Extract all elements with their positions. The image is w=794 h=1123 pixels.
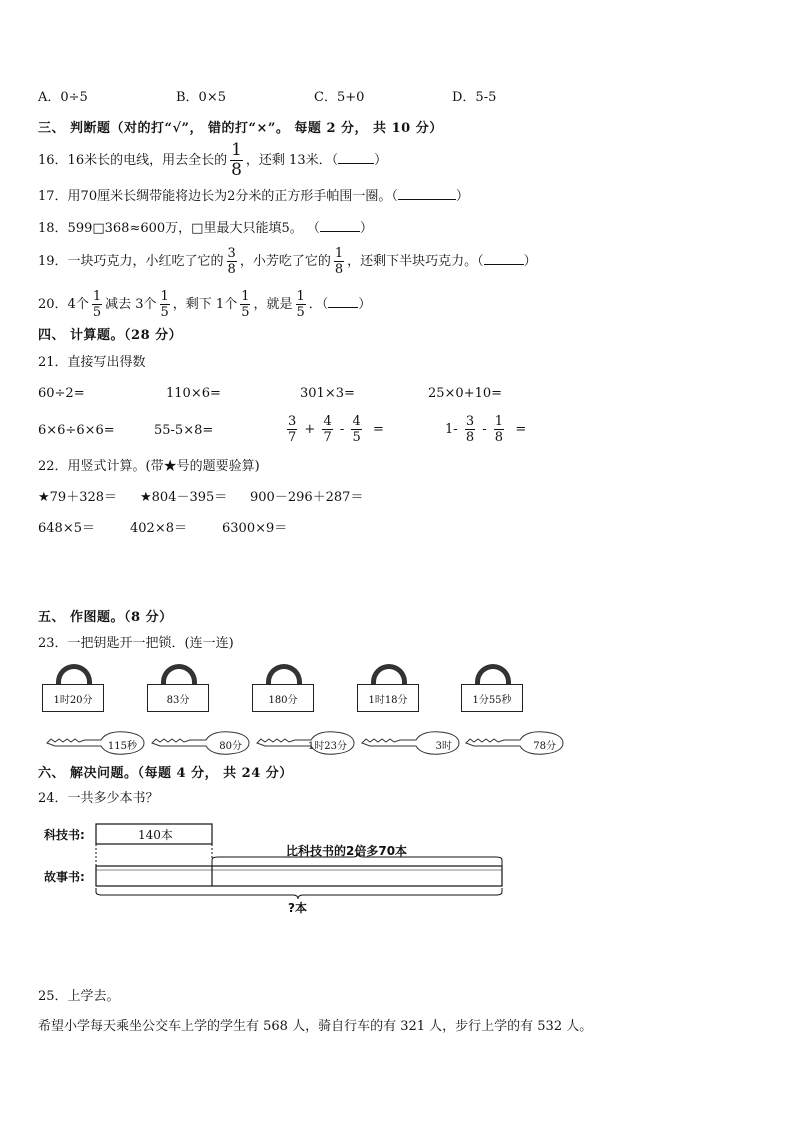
science-books-value: 140本 — [138, 828, 173, 842]
lock[interactable]: 1分55秒 — [461, 664, 525, 712]
answer-blank[interactable] — [328, 296, 358, 308]
story-books-label: 故事书: — [44, 870, 85, 884]
q16-text-2: ，还剩 13米．（ — [245, 153, 339, 168]
answer-blank[interactable] — [338, 152, 374, 164]
question-19: 19．一块巧克力，小红吃了它的 $\frac{3}{8}$ ，小芳吃了它的 $\frac{1}{8}$ ，还剩下半块巧克力。（ ） — [38, 246, 537, 277]
answer-blank[interactable] — [484, 253, 524, 265]
total-unknown-label: ?本 — [288, 901, 307, 915]
calc-item: 60÷2= — [38, 386, 85, 401]
calc-item-fraction-expr: $\frac{3}{7}$ + $\frac{4}{7}$ - $\frac{4}{5}$ = — [288, 414, 384, 445]
question-22-title: 22．用竖式计算。(带★号的题要验算) — [38, 459, 260, 474]
key[interactable]: 1时23分 — [255, 731, 355, 755]
calc-item: 6300×9＝ — [222, 521, 288, 536]
lock[interactable]: 83分 — [147, 664, 211, 712]
q16-text: 16．16米长的电线，用去全长的 — [38, 153, 228, 168]
calc-item: ★79＋328＝ — [38, 490, 118, 505]
question-23-title: 23．一把钥匙开一把锁．(连一连) — [38, 636, 234, 651]
q19-fraction-2: $\frac{1}{8}$ — [334, 246, 344, 277]
answer-blank[interactable] — [398, 188, 456, 200]
key[interactable]: 78分 — [464, 731, 564, 755]
question-18: 18．599□368≈600万，□里最大只能填5。 （ ） — [38, 221, 373, 236]
option-a: A．0÷5 — [38, 90, 88, 105]
section-5-heading: 五、 作图题。（8 分） — [38, 610, 173, 625]
science-books-label: 科技书: — [44, 828, 85, 842]
brace-annotation: 比科技书的2倍多70本 — [286, 844, 408, 858]
calc-item: 25×0+10= — [428, 386, 503, 401]
q16-fraction: $\frac{1}{8}$ — [231, 140, 242, 180]
option-b: B．0×5 — [176, 90, 226, 105]
key[interactable]: 80分 — [150, 731, 250, 755]
lock[interactable]: 180分 — [252, 664, 316, 712]
key[interactable]: 115秒 — [45, 731, 145, 755]
calc-item: ★804－395＝ — [140, 490, 228, 505]
calc-item: 55-5×8= — [154, 423, 214, 438]
answer-blank[interactable] — [320, 220, 360, 232]
calc-item: 402×8＝ — [130, 521, 187, 536]
calc-item: 110×6= — [166, 386, 221, 401]
question-17: 17．用70厘米长绸带能将边长为2分米的正方形手帕围一圈。（ ） — [38, 189, 469, 204]
section-6-heading: 六、 解决问题。（每题 4 分， 共 24 分） — [38, 766, 293, 781]
question-25-title: 25．上学去。 — [38, 989, 120, 1004]
section-4-heading: 四、 计算题。（28 分） — [38, 328, 183, 343]
section-3-heading: 三、 判断题（对的打“√”， 错的打“×”。 每题 2 分， 共 10 分） — [38, 121, 443, 136]
calc-item: 301×3= — [300, 386, 355, 401]
question-20: 20．4个 $\frac{1}{5}$ 减去 3个 $\frac{1}{5}$ ，剩下 1个 $\frac{1}{5}$ ，就是 $\frac{1}{5}$ ．（ ） — [38, 289, 372, 320]
option-d: D．5-5 — [452, 90, 497, 105]
q19-fraction-1: $\frac{3}{8}$ — [227, 246, 236, 277]
lock[interactable]: 1时18分 — [357, 664, 421, 712]
calc-item: 6×6÷6×6= — [38, 423, 115, 438]
option-c: C．5+0 — [314, 90, 365, 105]
question-24-title: 24．一共多少本书？ — [38, 791, 159, 806]
question-21-title: 21．直接写出得数 — [38, 355, 146, 370]
question-25-text: 希望小学每天乘坐公交车上学的学生有 568 人，骑自行车的有 321 人，步行上学的有 532 人。 — [38, 1019, 593, 1034]
key[interactable]: 3时 — [360, 731, 460, 755]
lock[interactable]: 1时20分 — [42, 664, 106, 712]
calc-item-fraction-expr: 1- $\frac{3}{8}$ - $\frac{1}{8}$ = — [445, 414, 527, 445]
calc-item: 900－296＋287＝ — [250, 490, 364, 505]
question-16: 16．16米长的电线，用去全长的 $\frac{1}{8}$ ，还剩 13米．（ ） — [38, 140, 388, 180]
calc-item: 648×5＝ — [38, 521, 95, 536]
